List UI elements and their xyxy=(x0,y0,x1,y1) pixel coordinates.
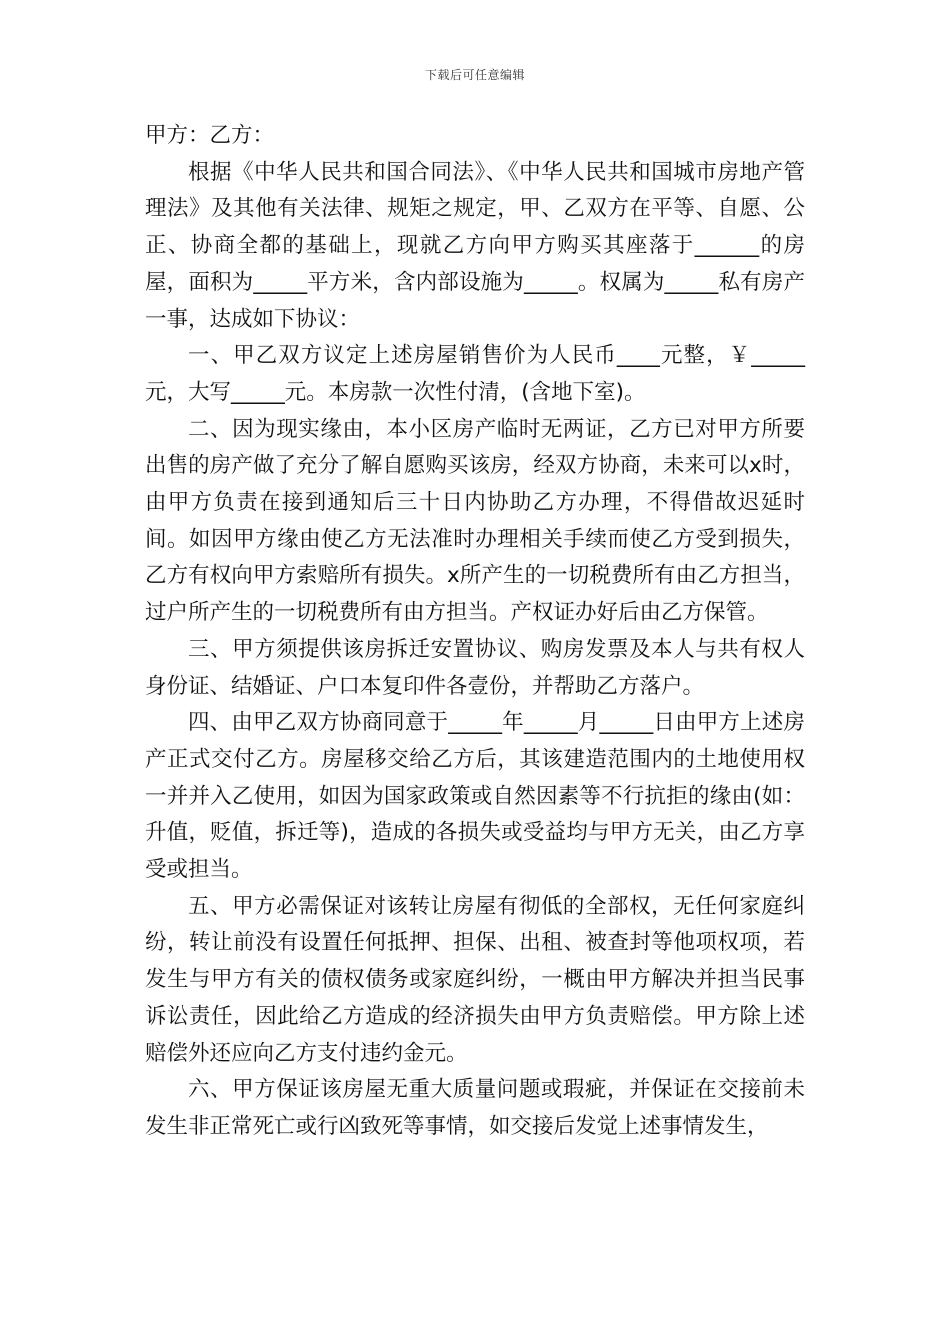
paragraph-clause-2: 二、因为现实缘由，本小区房产临时无两证，乙方已对甲方所要出售的房产做了充分了解自愿购买该房，经双方协商，未来可以x时，由甲方负责在接到通知后三十日内协助乙方办理，不得借故迟延时间。如因甲方缘由使乙方无法准时办理相关手续而使乙方受到损失，乙方有权向甲方索赔所有损失。x所产生的一切税费所有由乙方担当，过户所产生的一切税费所有由方担当。产权证办好后由乙方保管。 xyxy=(145,416,805,626)
paragraph-clause-6: 六、甲方保证该房屋无重大质量问题或瑕疵，并保证在交接前未发生非正常死亡或行凶致死等事情，如交接后发觉上述事情发生， xyxy=(145,1077,805,1139)
header-note: 下载后可任意编辑 xyxy=(424,68,525,82)
paragraph-preamble: 根据《中华人民共和国合同法》、《中华人民共和国城市房地产管理法》及其他有关法律、规矩之规定，甲、乙双方在平等、自愿、公正、协商全都的基础上，现就乙方向甲方购买其座落于______的房屋，面积为_____平方米，含内部设施为_____。权属为_____私有房产一事，达成如下协议： xyxy=(145,159,805,332)
paragraph-clause-5: 五、甲方必需保证对该转让房屋有彻低的全部权，无任何家庭纠纷，转让前没有设置任何抵押、担保、出租、被查封等他项权项，若发生与甲方有关的债权债务或家庭纠纷，一概由甲方解决并担当民事诉讼责任，因此给乙方造成的经济损失由甲方负责赔偿。甲方除上述赔偿外还应向乙方支付违约金元。 xyxy=(145,893,805,1066)
paragraph-clause-4: 四、由甲乙双方协商同意于_____年_____月_____日由甲方上述房产正式交付乙方。房屋移交给乙方后，其该建造范围内的土地使用权一并并入乙使用，如因为国家政策或自然因素等不行抗拒的缘由(如：升值，贬值，拆迁等)，造成的各损失或受益均与甲方无关，由乙方享受或担当。 xyxy=(145,710,805,883)
paragraph-clause-3: 三、甲方须提供该房拆迁安置协议、购房发票及本人与共有权人身份证、结婚证、户口本复印件各壹份，并帮助乙方落户。 xyxy=(145,636,805,699)
contract-body xyxy=(145,118,805,1146)
paragraph-clause-1: 一、甲乙双方议定上述房屋销售价为人民币____元整，￥_____元，大写_____元。本房款一次性付清，(含地下室)。 xyxy=(145,343,805,405)
parties-line: 甲方：乙方： xyxy=(145,123,275,148)
